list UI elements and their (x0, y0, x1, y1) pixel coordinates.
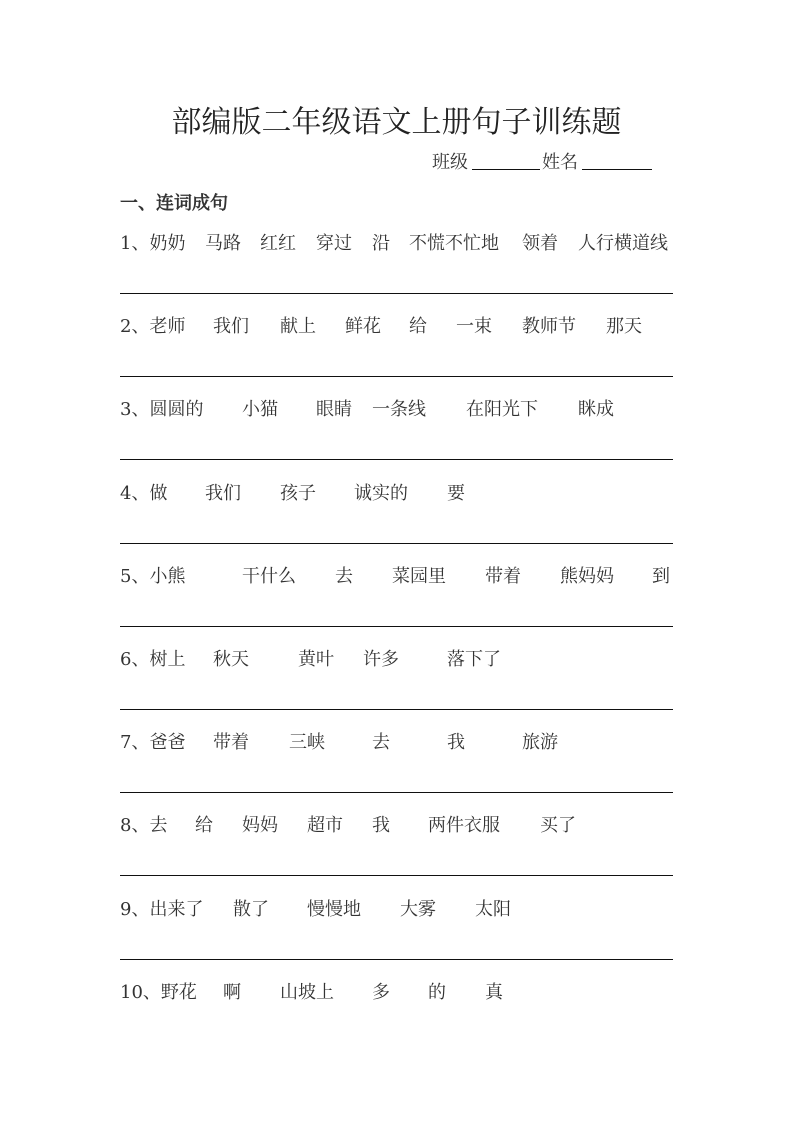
word-token: 在阳光下 (466, 399, 538, 421)
word-token: 献上 (280, 316, 316, 338)
word-token: 马路 (205, 233, 241, 254)
word-token: 红红 (260, 233, 296, 254)
question-number-word: 4、做 (120, 482, 168, 504)
word-token: 超市 (307, 815, 343, 837)
word-token: 那天 (606, 316, 642, 338)
answer-line[interactable] (120, 792, 673, 793)
word-token: 山坡上 (280, 981, 334, 1003)
question-number-word: 1、奶奶 (120, 233, 186, 254)
question-number-word: 5、小熊 (120, 565, 186, 587)
word-token: 秋天 (213, 649, 249, 670)
answer-line[interactable] (120, 376, 673, 377)
word-token: 孩子 (280, 482, 316, 504)
word-token: 不慌不忙地 (409, 233, 499, 254)
word-token: 三峡 (289, 732, 325, 754)
class-blank[interactable] (472, 169, 540, 170)
answer-line[interactable] (120, 459, 673, 460)
word-token: 沿 (372, 233, 390, 254)
question-number-word: 6、树上 (120, 649, 186, 670)
word-token: 穿过 (316, 233, 352, 254)
word-token: 人行横道线 (578, 233, 668, 254)
word-token: 眼睛 (316, 399, 352, 421)
word-token: 两件衣服 (428, 815, 500, 837)
word-token: 一束 (456, 316, 492, 338)
word-token: 我 (447, 732, 465, 754)
word-token: 太阳 (475, 898, 511, 920)
word-token: 我们 (213, 316, 249, 338)
word-token: 要 (447, 482, 465, 504)
word-token: 一条线 (372, 399, 426, 421)
word-token: 买了 (540, 815, 576, 837)
word-token: 熊妈妈 (560, 565, 614, 587)
word-token: 的 (428, 981, 446, 1003)
word-token: 慢慢地 (307, 898, 361, 920)
word-token: 诚实的 (354, 482, 408, 504)
word-token: 领着 (522, 233, 558, 254)
answer-line[interactable] (120, 293, 673, 294)
word-token: 去 (335, 565, 353, 587)
word-token: 去 (372, 732, 390, 754)
word-token: 菜园里 (392, 565, 446, 587)
word-token: 给 (195, 815, 213, 837)
word-token: 啊 (223, 981, 241, 1003)
word-token: 鲜花 (345, 316, 381, 338)
answer-line[interactable] (120, 959, 673, 960)
question-number-word: 10、野花 (120, 981, 197, 1003)
word-token: 小猫 (242, 399, 278, 421)
word-token: 落下了 (447, 649, 501, 670)
answer-line[interactable] (120, 543, 673, 544)
question-number-word: 7、爸爸 (120, 732, 186, 754)
answer-line[interactable] (120, 626, 673, 627)
word-token: 我们 (205, 482, 241, 504)
word-token: 旅游 (522, 732, 558, 754)
word-token: 多 (372, 981, 390, 1003)
word-token: 给 (409, 316, 427, 338)
word-token: 教师节 (522, 316, 576, 338)
name-blank[interactable] (582, 169, 652, 170)
word-token: 我 (372, 815, 390, 837)
answer-line[interactable] (120, 709, 673, 710)
answer-line[interactable] (120, 875, 673, 876)
word-token: 散了 (233, 898, 269, 920)
question-number-word: 8、去 (120, 815, 168, 837)
question-number-word: 9、出来了 (120, 898, 204, 920)
word-token: 到 (652, 565, 670, 587)
word-token: 妈妈 (242, 815, 278, 837)
word-token: 干什么 (242, 565, 296, 587)
word-token: 眯成 (578, 399, 614, 421)
question-number-word: 3、圆圆的 (120, 399, 204, 421)
word-token: 许多 (363, 649, 399, 670)
word-token: 大雾 (400, 898, 436, 920)
class-label: 班级 (432, 152, 468, 173)
word-token: 带着 (213, 732, 249, 754)
word-token: 真 (485, 981, 503, 1003)
question-number-word: 2、老师 (120, 316, 186, 338)
word-token: 带着 (485, 565, 521, 587)
name-label: 姓名 (542, 152, 578, 173)
word-token: 黄叶 (298, 649, 334, 670)
page-title: 部编版二年级语文上册句子训练题 (171, 105, 622, 140)
section-heading: 一、连词成句 (120, 193, 228, 214)
